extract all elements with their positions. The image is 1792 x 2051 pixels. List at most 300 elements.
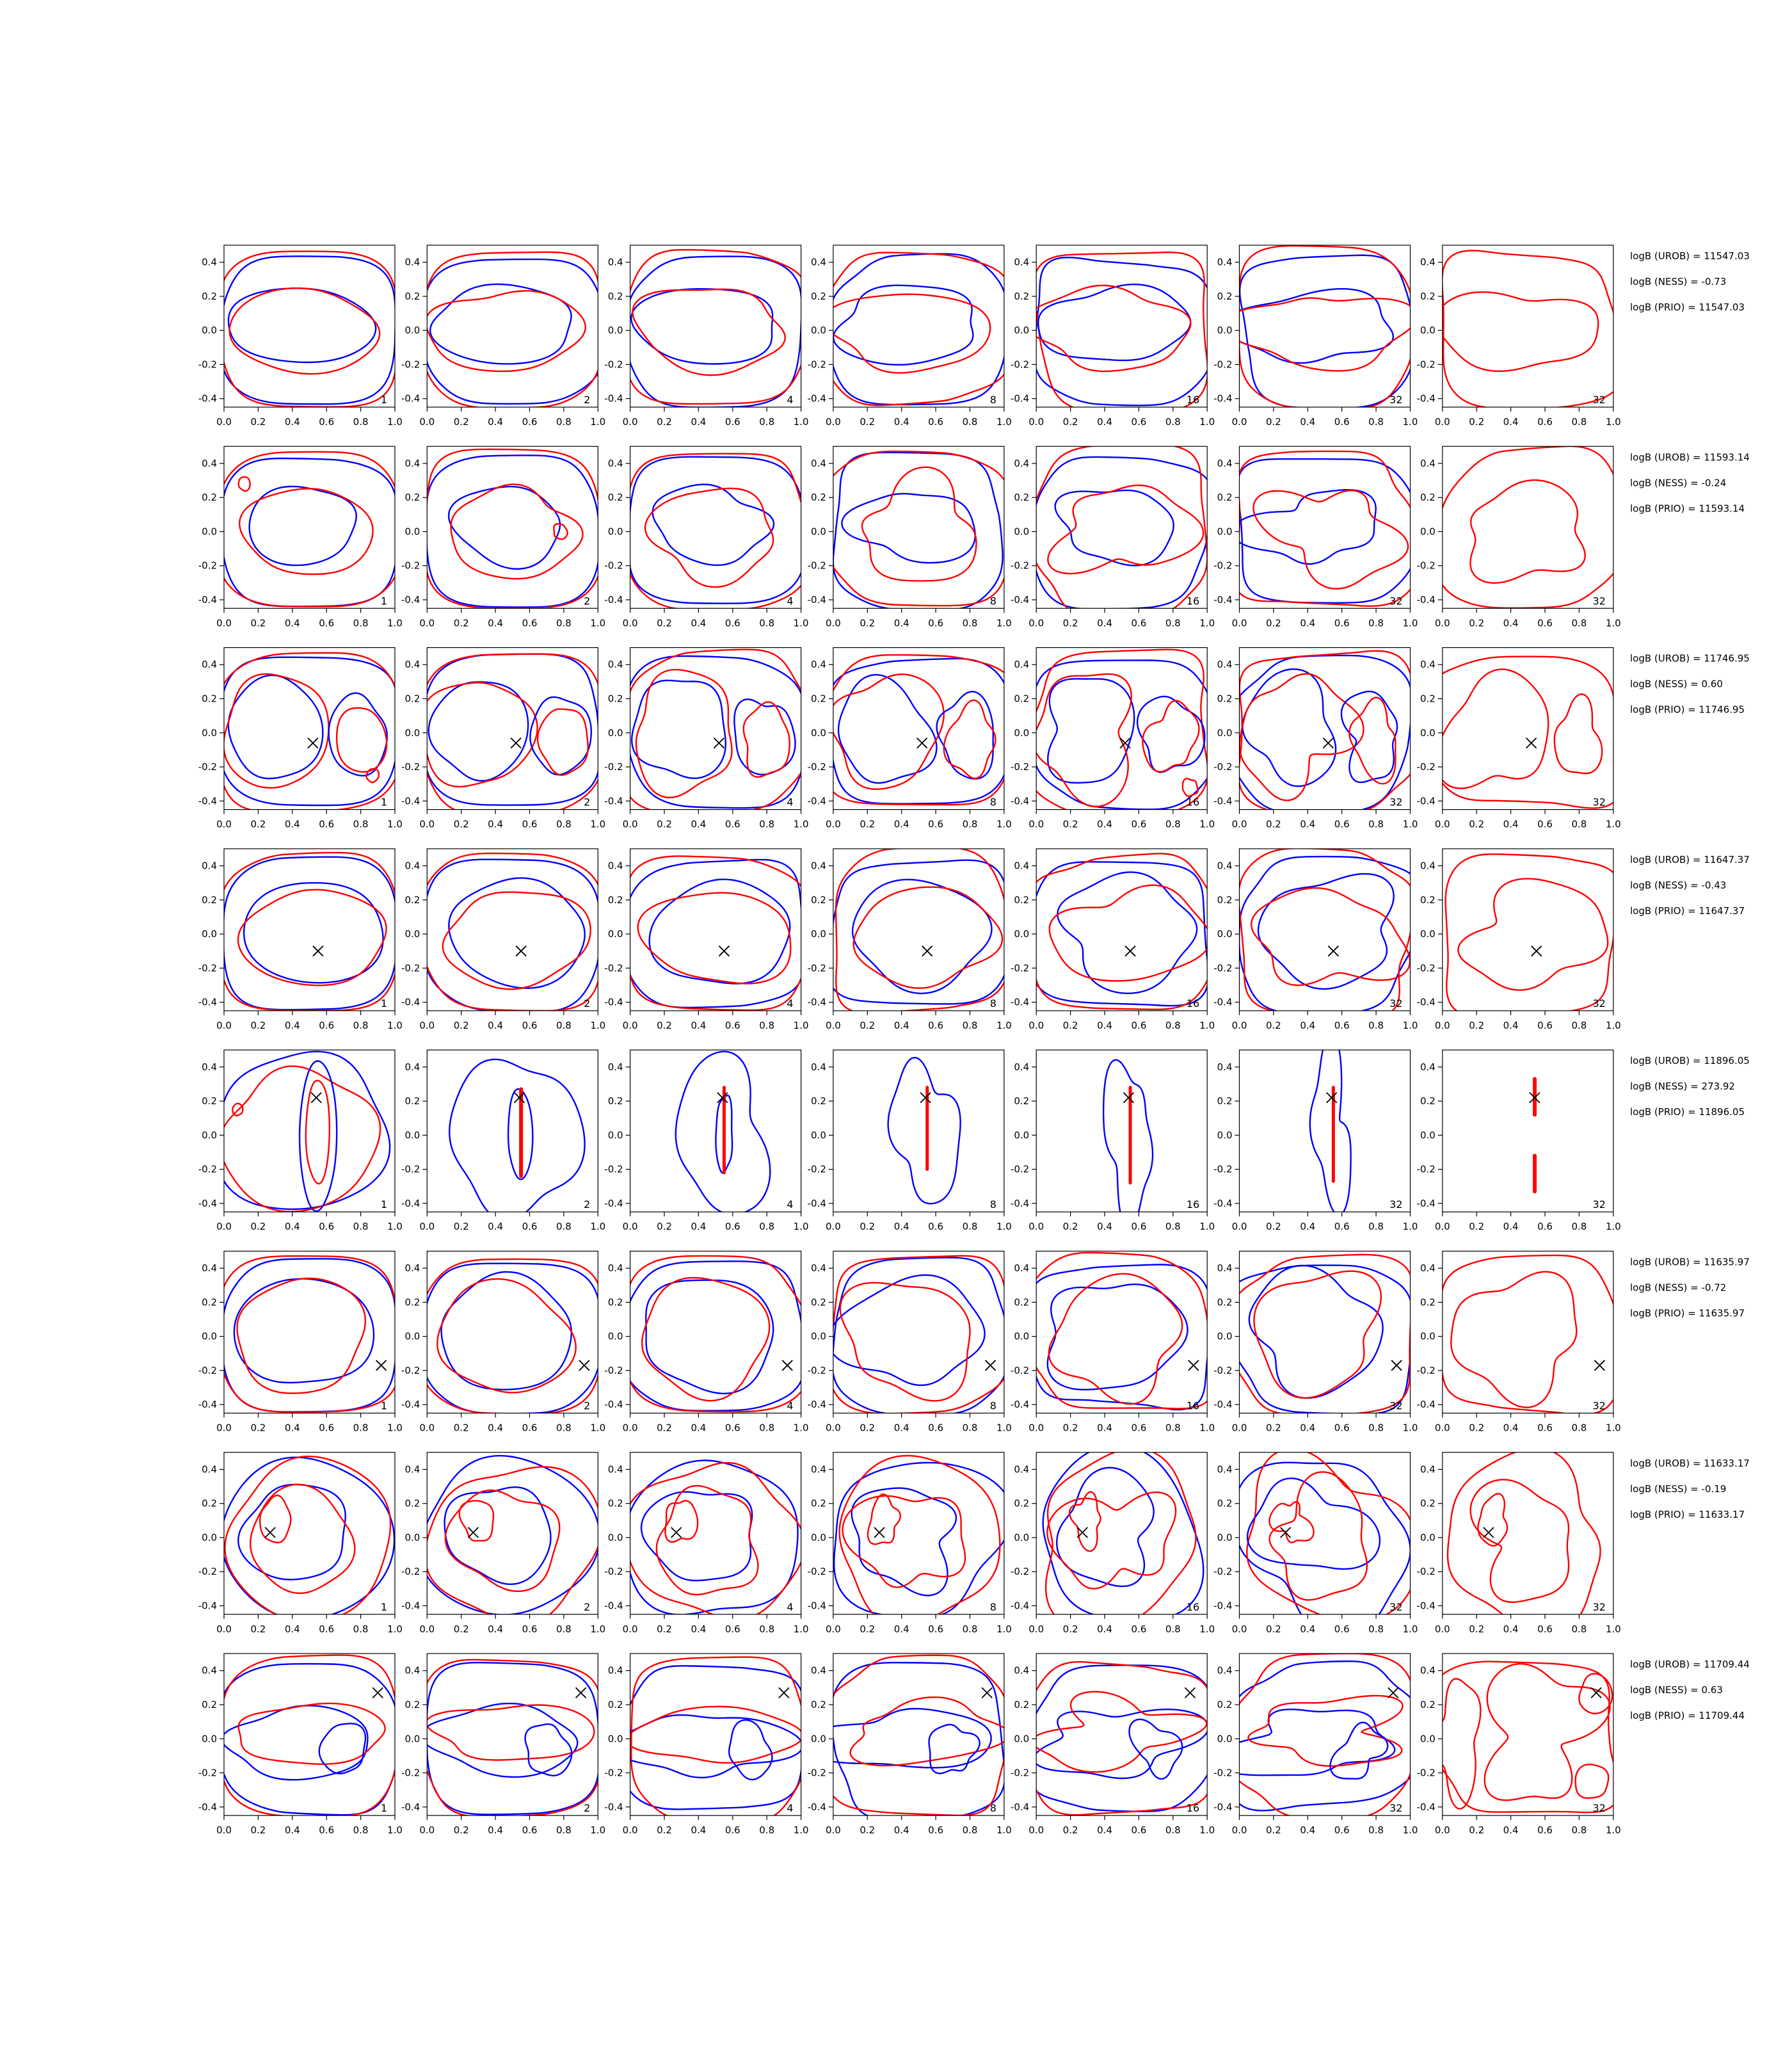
y-tick-label: -0.4 xyxy=(604,1801,623,1813)
contour-red xyxy=(219,853,399,1011)
x-tick-label: 0.8 xyxy=(1571,1221,1587,1233)
panel-count-label: 32 xyxy=(1592,394,1606,406)
y-tick-label: -0.2 xyxy=(1416,761,1436,773)
x-tick-label: 0.2 xyxy=(1469,1019,1485,1031)
y-tick-label: -0.4 xyxy=(1416,392,1436,405)
x-tick-label: 1.0 xyxy=(1402,617,1418,629)
panel-count-label: 16 xyxy=(1186,1198,1200,1211)
panel-count-label: 16 xyxy=(1186,796,1200,808)
x-tick-label: 0.0 xyxy=(825,416,841,428)
y-tick-label: 0.2 xyxy=(1217,1095,1233,1107)
x-tick-label: 1.0 xyxy=(590,1019,606,1031)
x-tick-label: 0.4 xyxy=(1300,1422,1316,1434)
x-tick-label: 1.0 xyxy=(996,1824,1012,1837)
y-tick-label: 0.4 xyxy=(1014,1664,1030,1677)
contour-red xyxy=(239,477,250,491)
y-tick-label: -0.2 xyxy=(401,358,420,371)
y-tick-label: 0.2 xyxy=(1420,894,1436,906)
contour-blue xyxy=(319,1723,365,1773)
x-tick-label: 0.6 xyxy=(319,1824,335,1837)
x-tick-label: 1.0 xyxy=(1605,1623,1621,1635)
y-tick-label: -0.4 xyxy=(604,1600,623,1612)
panel-row8-col2 xyxy=(401,1653,605,1836)
contour-blue xyxy=(1213,1709,1395,1775)
y-tick-label: 0.4 xyxy=(1420,860,1436,872)
x-tick-label: 0.4 xyxy=(488,818,504,830)
contour-blue xyxy=(1240,255,1414,408)
logb-urob-row6: logB (UROB) = 11635.97 xyxy=(1630,1256,1750,1268)
logb-prio-row2: logB (PRIO) = 11593.14 xyxy=(1630,503,1745,515)
contour-blue xyxy=(426,455,599,607)
x-tick-label: 0.8 xyxy=(1368,818,1384,830)
x-tick-label: 0.0 xyxy=(1231,1422,1247,1434)
y-tick-label: 0.2 xyxy=(202,1698,217,1710)
y-tick-label: 0.4 xyxy=(811,1262,826,1275)
logb-prio-row5: logB (PRIO) = 11896.05 xyxy=(1630,1106,1745,1118)
y-tick-label: -0.4 xyxy=(1010,1197,1030,1209)
x-tick-label: 0.0 xyxy=(1028,1623,1044,1635)
x-tick-label: 0.8 xyxy=(1571,818,1587,830)
y-tick-label: -0.2 xyxy=(1213,1364,1233,1376)
y-tick-label: 0.0 xyxy=(202,727,217,739)
y-tick-label: 0.0 xyxy=(1420,526,1436,538)
x-tick-label: 0.2 xyxy=(860,1824,876,1837)
contour-red xyxy=(219,252,397,407)
y-tick-label: 0.0 xyxy=(607,1531,623,1543)
axes-box xyxy=(427,1050,598,1212)
x-tick-label: 0.8 xyxy=(759,1824,775,1837)
y-tick-label: 0.2 xyxy=(811,1095,826,1107)
contour-red xyxy=(944,700,996,778)
y-tick-label: -0.2 xyxy=(807,1767,826,1779)
axes-box xyxy=(833,446,1004,608)
panel-row1-col2 xyxy=(401,245,605,428)
y-tick-label: 0.2 xyxy=(811,1296,826,1308)
x-tick-label: 0.2 xyxy=(860,1623,876,1635)
x-tick-label: 1.0 xyxy=(793,1019,809,1031)
x-tick-label: 0.2 xyxy=(453,416,469,428)
y-tick-label: 0.2 xyxy=(1420,1296,1436,1308)
y-tick-label: 0.4 xyxy=(202,457,217,469)
contour-blue xyxy=(1029,862,1209,1006)
contour-blue xyxy=(429,682,528,780)
y-tick-label: -0.2 xyxy=(401,761,420,773)
y-tick-label: 0.4 xyxy=(1420,1664,1436,1677)
x-tick-label: 0.2 xyxy=(657,818,672,830)
x-tick-label: 0.4 xyxy=(1300,1623,1316,1635)
panel-row7-col5 xyxy=(1011,1445,1215,1635)
x-tick-label: 0.2 xyxy=(657,1221,672,1233)
y-tick-label: 0.4 xyxy=(1420,1463,1436,1476)
y-tick-label: 0.0 xyxy=(811,325,826,337)
y-tick-label: 0.4 xyxy=(811,1463,826,1476)
x-tick-label: 1.0 xyxy=(387,1422,403,1434)
panel-count-label: 32 xyxy=(1592,997,1606,1009)
x-tick-label: 0.0 xyxy=(622,1221,638,1233)
x-tick-label: 0.0 xyxy=(622,818,638,830)
y-tick-label: 0.0 xyxy=(202,1129,217,1141)
panel-count-label: 1 xyxy=(380,796,387,808)
x-tick-label: 0.8 xyxy=(556,416,572,428)
y-tick-label: 0.0 xyxy=(811,1129,826,1141)
x-tick-label: 0.0 xyxy=(622,1422,638,1434)
x-tick-label: 0.0 xyxy=(419,1824,435,1837)
x-tick-label: 0.4 xyxy=(1097,617,1112,629)
y-tick-label: 0.0 xyxy=(404,928,420,940)
y-tick-label: -0.4 xyxy=(198,1600,217,1612)
x-tick-label: 0.0 xyxy=(216,1824,232,1837)
x-tick-label: 0.2 xyxy=(1469,617,1485,629)
x-tick-label: 0.4 xyxy=(488,1221,504,1233)
x-tick-label: 0.2 xyxy=(453,1623,469,1635)
y-tick-label: -0.2 xyxy=(1010,1163,1030,1175)
x-tick-label: 0.6 xyxy=(928,1221,944,1233)
x-tick-label: 0.4 xyxy=(691,617,707,629)
x-tick-label: 1.0 xyxy=(387,1019,403,1031)
panel-row7-col3 xyxy=(604,1452,808,1635)
y-tick-label: 0.0 xyxy=(607,727,623,739)
y-tick-label: 0.4 xyxy=(202,1664,217,1677)
x-tick-label: 0.0 xyxy=(419,1623,435,1635)
x-tick-label: 1.0 xyxy=(1402,1422,1418,1434)
x-tick-label: 0.2 xyxy=(250,416,266,428)
panel-count-label: 4 xyxy=(787,1399,794,1412)
x-tick-label: 0.0 xyxy=(1028,416,1044,428)
contour-set xyxy=(218,1256,400,1412)
x-tick-label: 0.6 xyxy=(724,617,740,629)
axes-box xyxy=(630,648,801,810)
contour-blue xyxy=(631,289,772,364)
x-tick-label: 1.0 xyxy=(1199,617,1215,629)
y-tick-label: 0.4 xyxy=(404,659,420,671)
x-tick-label: 0.6 xyxy=(1334,1623,1350,1635)
x-tick-label: 0.6 xyxy=(522,1422,538,1434)
x-tick-label: 0.2 xyxy=(453,818,469,830)
panel-count-label: 2 xyxy=(584,595,591,607)
y-tick-label: 0.2 xyxy=(1420,1497,1436,1509)
x-tick-label: 0.2 xyxy=(860,1221,876,1233)
panel-row7-col7 xyxy=(1417,1448,1621,1636)
x-tick-label: 0.8 xyxy=(1368,1824,1384,1837)
x-tick-label: 0.8 xyxy=(556,1221,572,1233)
panel-count-label: 1 xyxy=(380,997,387,1009)
panel-count-label: 4 xyxy=(787,796,794,808)
x-tick-label: 0.8 xyxy=(962,818,978,830)
panel-count-label: 4 xyxy=(787,1802,794,1815)
contour-set xyxy=(828,848,1009,1013)
logb-urob-row7: logB (UROB) = 11633.17 xyxy=(1630,1457,1750,1469)
x-marker xyxy=(1188,1360,1199,1371)
contour-blue xyxy=(221,1458,394,1620)
panel-row4-col6 xyxy=(1213,848,1421,1031)
y-tick-label: -0.2 xyxy=(198,962,217,974)
x-tick-label: 0.4 xyxy=(1503,1623,1519,1635)
x-tick-label: 0.8 xyxy=(556,1824,572,1837)
contour-red xyxy=(443,892,591,990)
contour-red xyxy=(642,1278,769,1401)
contour-red xyxy=(1239,246,1414,409)
panel-row8-col3 xyxy=(604,1653,808,1836)
contour-red xyxy=(631,1657,806,1824)
x-tick-label: 0.2 xyxy=(250,617,266,629)
y-tick-label: -0.2 xyxy=(1213,358,1233,371)
y-tick-label: -0.4 xyxy=(807,392,826,405)
x-tick-label: 0.6 xyxy=(1537,1824,1553,1837)
x-tick-label: 0.8 xyxy=(1368,1221,1384,1233)
x-tick-label: 0.2 xyxy=(1265,818,1281,830)
x-tick-label: 0.8 xyxy=(759,818,775,830)
contour-set xyxy=(1213,1653,1423,1819)
panel-count-label: 8 xyxy=(989,1600,996,1613)
x-tick-label: 0.0 xyxy=(1434,1019,1450,1031)
x-tick-label: 0.2 xyxy=(657,1623,672,1635)
panel-count-label: 32 xyxy=(1592,1198,1606,1211)
x-tick-label: 1.0 xyxy=(1605,1824,1621,1837)
y-tick-label: 0.2 xyxy=(1014,693,1030,705)
panel-count-label: 32 xyxy=(1389,1600,1403,1613)
panel-row2-col6 xyxy=(1213,446,1420,629)
y-tick-label: 0.2 xyxy=(404,1296,420,1308)
contour-set xyxy=(623,650,810,814)
panel-count-label: 32 xyxy=(1389,595,1403,607)
y-tick-label: -0.2 xyxy=(198,559,217,572)
panel-count-label: 1 xyxy=(380,595,387,607)
x-tick-label: 0.8 xyxy=(556,1623,572,1635)
x-tick-label: 0.6 xyxy=(522,1221,538,1233)
contour-red xyxy=(744,702,790,777)
contour-red xyxy=(665,1500,698,1541)
contour-set xyxy=(1427,1662,1619,1813)
contour-red xyxy=(1028,853,1217,1009)
contour-blue xyxy=(223,857,397,1010)
x-tick-label: 0.2 xyxy=(1062,416,1078,428)
y-tick-label: -0.4 xyxy=(198,1801,217,1813)
y-tick-label: -0.4 xyxy=(401,593,420,606)
x-marker xyxy=(986,1360,996,1371)
y-tick-label: 0.0 xyxy=(607,1129,623,1141)
logb-prio-row1: logB (PRIO) = 11547.03 xyxy=(1630,302,1745,313)
contour-blue xyxy=(937,691,993,778)
y-tick-label: -0.4 xyxy=(1010,795,1030,807)
y-tick-label: -0.2 xyxy=(198,1767,217,1779)
x-tick-label: 0.4 xyxy=(1097,1221,1112,1233)
contour-set xyxy=(622,1256,811,1412)
contour-red xyxy=(1576,1764,1609,1798)
y-tick-label: -0.2 xyxy=(807,962,826,974)
y-tick-label: 0.4 xyxy=(1014,860,1030,872)
y-tick-label: 0.0 xyxy=(1420,928,1436,940)
y-tick-label: 0.2 xyxy=(607,1698,623,1710)
y-tick-label: 0.4 xyxy=(1014,256,1030,268)
panel-count-label: 2 xyxy=(584,796,591,808)
y-tick-label: 0.4 xyxy=(1014,1061,1030,1073)
x-tick-label: 1.0 xyxy=(590,1824,606,1837)
contour-set xyxy=(420,654,604,816)
x-tick-label: 0.2 xyxy=(1265,1623,1281,1635)
x-tick-label: 0.0 xyxy=(1028,1824,1044,1837)
panel-count-label: 1 xyxy=(380,1198,387,1211)
contour-set xyxy=(420,1660,602,1817)
panel-count-label: 32 xyxy=(1592,595,1606,607)
x-tick-label: 0.0 xyxy=(419,1221,435,1233)
x-marker xyxy=(1281,1527,1291,1538)
contour-blue xyxy=(1231,1463,1411,1641)
x-tick-label: 0.8 xyxy=(759,1422,775,1434)
panel-count-label: 32 xyxy=(1389,1198,1403,1211)
contour-blue xyxy=(1239,857,1421,1013)
y-tick-label: 0.2 xyxy=(1217,894,1233,906)
x-tick-label: 0.4 xyxy=(488,617,504,629)
x-tick-label: 0.2 xyxy=(1469,1623,1485,1635)
axes-box xyxy=(1036,648,1207,810)
y-tick-label: 0.2 xyxy=(202,492,217,504)
contour-set xyxy=(1446,854,1621,1017)
contour-blue xyxy=(222,1705,367,1780)
x-tick-label: 0.0 xyxy=(825,1019,841,1031)
x-tick-label: 0.4 xyxy=(691,1824,707,1837)
contour-set xyxy=(1437,250,1623,408)
x-tick-label: 0.2 xyxy=(1062,1623,1078,1635)
x-tick-label: 1.0 xyxy=(996,818,1012,830)
y-tick-label: 0.2 xyxy=(607,1497,623,1509)
contour-red xyxy=(1251,888,1410,985)
axes-box xyxy=(1443,849,1613,1011)
y-tick-label: 0.0 xyxy=(1420,1531,1436,1543)
y-tick-label: 0.4 xyxy=(1014,659,1030,671)
y-tick-label: -0.4 xyxy=(604,795,623,807)
logb-urob-row1: logB (UROB) = 11547.03 xyxy=(1630,250,1750,262)
y-tick-label: 0.2 xyxy=(1014,1296,1030,1308)
contour-blue xyxy=(852,1488,956,1596)
y-tick-label: 0.2 xyxy=(1014,894,1030,906)
y-tick-label: 0.4 xyxy=(1217,659,1233,671)
axes-box xyxy=(1036,1653,1207,1815)
contour-red xyxy=(657,1486,758,1595)
y-tick-label: -0.4 xyxy=(1010,1600,1030,1612)
y-tick-label: -0.4 xyxy=(1416,1801,1436,1813)
panel-row6-col3 xyxy=(604,1251,811,1434)
y-tick-label: 0.4 xyxy=(607,659,623,671)
x-tick-label: 0.2 xyxy=(657,1824,672,1837)
y-tick-label: -0.4 xyxy=(1416,593,1436,606)
y-tick-label: -0.2 xyxy=(401,1767,420,1779)
y-tick-label: 0.4 xyxy=(202,1262,217,1275)
x-tick-label: 0.2 xyxy=(453,1422,469,1434)
contour-red xyxy=(1555,694,1602,773)
x-tick-label: 1.0 xyxy=(590,818,606,830)
x-tick-label: 0.4 xyxy=(1300,1221,1316,1233)
x-tick-label: 0.6 xyxy=(1131,617,1147,629)
y-tick-label: -0.2 xyxy=(604,1767,623,1779)
contour-red xyxy=(260,1495,291,1543)
y-tick-label: -0.2 xyxy=(1416,1364,1436,1376)
x-tick-label: 0.6 xyxy=(1334,1824,1350,1837)
x-marker xyxy=(917,738,927,748)
x-tick-label: 0.8 xyxy=(962,617,978,629)
x-tick-label: 0.0 xyxy=(216,1221,232,1233)
y-tick-label: 0.2 xyxy=(811,1497,826,1509)
logb-ness-row2: logB (NESS) = -0.24 xyxy=(1630,477,1727,489)
x-tick-label: 0.6 xyxy=(928,1422,944,1434)
logb-ness-row1: logB (NESS) = -0.73 xyxy=(1630,276,1727,287)
y-tick-label: 0.0 xyxy=(1217,325,1233,337)
x-tick-label: 0.4 xyxy=(284,1221,300,1233)
x-tick-label: 1.0 xyxy=(590,1623,606,1635)
x-tick-label: 0.6 xyxy=(724,818,740,830)
x-tick-label: 0.6 xyxy=(319,1019,335,1031)
axes-box xyxy=(1240,446,1411,608)
x-tick-label: 0.4 xyxy=(1097,1623,1112,1635)
y-tick-label: 0.4 xyxy=(404,256,420,268)
y-tick-label: -0.4 xyxy=(198,392,217,405)
contour-blue xyxy=(216,1052,390,1209)
y-tick-label: 0.0 xyxy=(202,325,217,337)
contour-set xyxy=(624,856,810,1010)
y-tick-label: 0.0 xyxy=(404,1733,420,1745)
contour-red xyxy=(418,1259,603,1414)
y-tick-label: 0.4 xyxy=(1217,1664,1233,1677)
panel-row7-col2 xyxy=(401,1452,605,1635)
contour-red xyxy=(854,887,1002,988)
contour-red xyxy=(840,1456,1000,1626)
x-tick-label: 0.6 xyxy=(1334,1221,1350,1233)
x-marker xyxy=(1388,1687,1398,1698)
contour-red xyxy=(238,890,387,986)
x-tick-label: 0.0 xyxy=(1028,1221,1044,1233)
y-tick-label: 0.2 xyxy=(1420,1095,1436,1107)
contour-red xyxy=(1436,669,1548,788)
axes-box xyxy=(224,849,395,1011)
contour-red xyxy=(420,1660,602,1817)
contour-red xyxy=(425,449,602,608)
x-tick-label: 0.2 xyxy=(1265,617,1281,629)
x-tick-label: 0.0 xyxy=(825,818,841,830)
axes-box xyxy=(427,245,598,407)
y-tick-label: -0.4 xyxy=(604,1197,623,1209)
x-tick-label: 0.6 xyxy=(1334,617,1350,629)
y-tick-label: 0.0 xyxy=(811,526,826,538)
contour-blue xyxy=(621,1666,804,1809)
x-tick-label: 0.4 xyxy=(691,1019,707,1031)
contour-red xyxy=(625,1256,812,1412)
contour-red xyxy=(1458,879,1608,990)
x-tick-label: 0.4 xyxy=(893,1422,909,1434)
y-tick-label: 0.4 xyxy=(811,1664,826,1677)
x-tick-label: 0.4 xyxy=(488,1623,504,1635)
y-tick-label: 0.0 xyxy=(1014,526,1030,538)
logb-prio-row6: logB (PRIO) = 11635.97 xyxy=(1630,1307,1745,1319)
panel-row1-col1 xyxy=(198,245,403,428)
panel-count-label: 2 xyxy=(584,1600,591,1613)
y-tick-label: -0.4 xyxy=(198,593,217,606)
contour-blue xyxy=(1242,669,1336,786)
x-tick-label: 0.4 xyxy=(1503,1422,1519,1434)
contour-set xyxy=(1229,651,1421,814)
panel-count-label: 32 xyxy=(1592,1802,1606,1815)
x-tick-label: 0.4 xyxy=(488,1422,504,1434)
y-tick-label: 0.0 xyxy=(1217,727,1233,739)
y-tick-label: -0.2 xyxy=(198,1566,217,1578)
y-tick-label: 0.2 xyxy=(1420,290,1436,302)
panel-row4-col4 xyxy=(808,848,1012,1031)
x-marker xyxy=(516,946,526,956)
axes-box xyxy=(1036,446,1207,608)
panel-row2-col5 xyxy=(1011,444,1215,629)
panel-count-label: 1 xyxy=(380,1399,387,1412)
axes-box xyxy=(1240,1653,1411,1815)
x-tick-label: 0.2 xyxy=(1469,416,1485,428)
x-tick-label: 1.0 xyxy=(1199,1019,1215,1031)
